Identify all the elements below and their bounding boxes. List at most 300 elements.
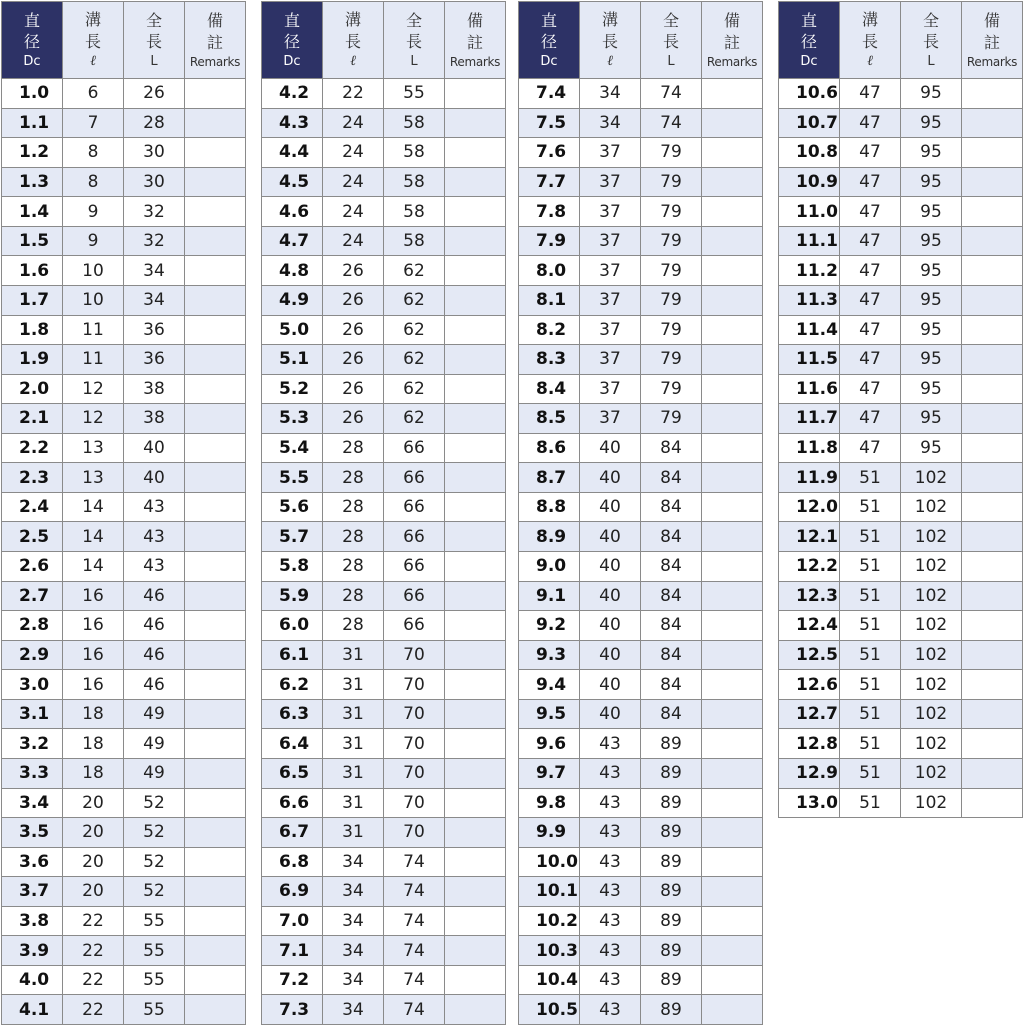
cell-overall-length: 84: [641, 611, 702, 641]
cell-remarks: [962, 699, 1023, 729]
table-row: [262, 433, 506, 463]
table-row: [779, 729, 1023, 759]
header-remarks: [962, 2, 1023, 79]
header-diameter: [779, 2, 840, 79]
table-row: [519, 285, 763, 315]
header-overall-length-en: L: [410, 53, 418, 69]
cell-diameter: 1.7: [2, 285, 63, 315]
cell-overall-length: 30: [124, 167, 185, 197]
table-row: [262, 315, 506, 345]
cell-flute-length: 14: [63, 522, 124, 552]
cell-remarks: [962, 404, 1023, 434]
cell-flute-length: 37: [580, 167, 641, 197]
cell-diameter: 3.7: [2, 877, 63, 907]
cell-diameter: 12.0: [779, 492, 840, 522]
header-remarks: [185, 2, 246, 79]
header-overall-length: [901, 2, 962, 79]
cell-overall-length: 62: [384, 345, 445, 375]
cell-flute-length: 16: [63, 581, 124, 611]
cell-diameter: 4.5: [262, 167, 323, 197]
cell-diameter: 6.5: [262, 758, 323, 788]
header-diameter-jp: 直 径: [800, 10, 823, 52]
cell-overall-length: 66: [384, 522, 445, 552]
cell-diameter: 10.5: [519, 995, 580, 1025]
table-row: [519, 640, 763, 670]
table-row: [262, 138, 506, 168]
cell-remarks: [702, 138, 763, 168]
cell-remarks: [185, 877, 246, 907]
cell-diameter: 3.5: [2, 818, 63, 848]
cell-overall-length: 102: [901, 581, 962, 611]
cell-diameter: 1.5: [2, 226, 63, 256]
cell-overall-length: 79: [641, 345, 702, 375]
cell-remarks: [445, 818, 506, 848]
cell-diameter: 12.6: [779, 670, 840, 700]
cell-remarks: [702, 167, 763, 197]
cell-flute-length: 47: [840, 167, 901, 197]
table-row: [262, 167, 506, 197]
cell-overall-length: 46: [124, 611, 185, 641]
cell-flute-length: 34: [323, 847, 384, 877]
cell-flute-length: 12: [63, 374, 124, 404]
table-row: [779, 167, 1023, 197]
cell-flute-length: 20: [63, 788, 124, 818]
cell-diameter: 5.4: [262, 433, 323, 463]
cell-overall-length: 79: [641, 167, 702, 197]
cell-remarks: [702, 315, 763, 345]
cell-flute-length: 22: [323, 79, 384, 109]
cell-diameter: 11.5: [779, 345, 840, 375]
cell-diameter: 3.4: [2, 788, 63, 818]
cell-diameter: 11.9: [779, 463, 840, 493]
cell-remarks: [445, 995, 506, 1025]
cell-flute-length: 43: [580, 995, 641, 1025]
cell-remarks: [185, 433, 246, 463]
cell-flute-length: 40: [580, 640, 641, 670]
cell-overall-length: 58: [384, 138, 445, 168]
cell-remarks: [962, 788, 1023, 818]
cell-remarks: [962, 345, 1023, 375]
header-flute-length-en: ℓ: [607, 53, 613, 70]
cell-overall-length: 84: [641, 552, 702, 582]
cell-remarks: [445, 906, 506, 936]
cell-overall-length: 95: [901, 138, 962, 168]
cell-flute-length: 31: [323, 640, 384, 670]
cell-flute-length: 43: [580, 877, 641, 907]
header-remarks-jp: 備 註: [983, 11, 1006, 52]
cell-diameter: 9.7: [519, 758, 580, 788]
cell-diameter: 6.7: [262, 818, 323, 848]
cell-flute-length: 51: [840, 463, 901, 493]
cell-remarks: [185, 108, 246, 138]
cell-diameter: 7.4: [519, 79, 580, 109]
cell-diameter: 12.2: [779, 552, 840, 582]
table-row: [519, 552, 763, 582]
table-row: [779, 552, 1023, 582]
cell-flute-length: 47: [840, 226, 901, 256]
cell-overall-length: 89: [641, 818, 702, 848]
cell-flute-length: 34: [323, 877, 384, 907]
cell-diameter: 10.1: [519, 877, 580, 907]
cell-flute-length: 47: [840, 433, 901, 463]
header-diameter: [2, 2, 63, 79]
cell-flute-length: 18: [63, 699, 124, 729]
table-row: [519, 108, 763, 138]
cell-overall-length: 62: [384, 374, 445, 404]
cell-remarks: [185, 79, 246, 109]
header-remarks-en: Remarks: [966, 54, 1018, 69]
cell-remarks: [702, 729, 763, 759]
cell-flute-length: 28: [323, 581, 384, 611]
cell-diameter: 2.7: [2, 581, 63, 611]
cell-overall-length: 55: [124, 906, 185, 936]
cell-flute-length: 24: [323, 197, 384, 227]
header-flute-length: [580, 2, 641, 79]
table-row: [2, 995, 246, 1025]
header-flute-length-jp: 溝 長: [84, 9, 107, 51]
cell-remarks: [445, 758, 506, 788]
cell-remarks: [185, 906, 246, 936]
cell-flute-length: 51: [840, 729, 901, 759]
cell-diameter: 3.0: [2, 670, 63, 700]
cell-overall-length: 89: [641, 965, 702, 995]
cell-remarks: [702, 670, 763, 700]
cell-remarks: [445, 552, 506, 582]
cell-overall-length: 84: [641, 522, 702, 552]
cell-overall-length: 38: [124, 404, 185, 434]
cell-remarks: [445, 315, 506, 345]
cell-remarks: [185, 581, 246, 611]
cell-remarks: [962, 552, 1023, 582]
cell-remarks: [445, 256, 506, 286]
cell-remarks: [702, 404, 763, 434]
table-row: [2, 167, 246, 197]
cell-diameter: 11.3: [779, 285, 840, 315]
cell-diameter: 10.6: [779, 79, 840, 109]
header-diameter-jp: 直 径: [540, 10, 563, 52]
header-overall-length: [641, 2, 702, 79]
cell-diameter: 12.1: [779, 522, 840, 552]
cell-remarks: [185, 374, 246, 404]
table-row: [779, 758, 1023, 788]
table-row: [2, 492, 246, 522]
cell-overall-length: 52: [124, 847, 185, 877]
cell-remarks: [185, 167, 246, 197]
spec-table-2: [261, 1, 506, 1025]
cell-remarks: [185, 818, 246, 848]
cell-remarks: [185, 640, 246, 670]
cell-remarks: [962, 433, 1023, 463]
table-row: [519, 877, 763, 907]
cell-overall-length: 46: [124, 581, 185, 611]
table-row: [2, 433, 246, 463]
cell-diameter: 12.9: [779, 758, 840, 788]
cell-flute-length: 11: [63, 315, 124, 345]
cell-overall-length: 40: [124, 433, 185, 463]
table-row: [2, 611, 246, 641]
table-row: [519, 404, 763, 434]
table-row: [519, 463, 763, 493]
cell-remarks: [702, 877, 763, 907]
table-row: [519, 345, 763, 375]
cell-flute-length: 51: [840, 758, 901, 788]
cell-flute-length: 47: [840, 374, 901, 404]
cell-overall-length: 43: [124, 492, 185, 522]
table-row: [519, 995, 763, 1025]
cell-remarks: [185, 345, 246, 375]
cell-overall-length: 55: [124, 965, 185, 995]
cell-flute-length: 51: [840, 640, 901, 670]
cell-overall-length: 55: [124, 995, 185, 1025]
cell-diameter: 8.8: [519, 492, 580, 522]
table-row: [262, 79, 506, 109]
cell-overall-length: 102: [901, 670, 962, 700]
cell-diameter: 7.9: [519, 226, 580, 256]
table-row: [779, 256, 1023, 286]
table-row: [2, 640, 246, 670]
cell-diameter: 11.6: [779, 374, 840, 404]
cell-remarks: [702, 758, 763, 788]
cell-overall-length: 66: [384, 463, 445, 493]
cell-overall-length: 95: [901, 285, 962, 315]
table-row: [779, 670, 1023, 700]
table-row: [779, 640, 1023, 670]
cell-overall-length: 95: [901, 404, 962, 434]
cell-overall-length: 84: [641, 670, 702, 700]
cell-diameter: 6.1: [262, 640, 323, 670]
table-row: [779, 315, 1023, 345]
table-row: [2, 758, 246, 788]
table-row: [519, 670, 763, 700]
cell-remarks: [185, 492, 246, 522]
cell-remarks: [445, 670, 506, 700]
cell-overall-length: 52: [124, 877, 185, 907]
cell-diameter: 5.7: [262, 522, 323, 552]
cell-diameter: 9.4: [519, 670, 580, 700]
cell-remarks: [445, 640, 506, 670]
cell-overall-length: 89: [641, 729, 702, 759]
cell-flute-length: 24: [323, 108, 384, 138]
cell-diameter: 1.4: [2, 197, 63, 227]
cell-remarks: [185, 670, 246, 700]
cell-remarks: [445, 79, 506, 109]
cell-remarks: [185, 965, 246, 995]
cell-remarks: [185, 315, 246, 345]
cell-flute-length: 37: [580, 404, 641, 434]
cell-diameter: 9.6: [519, 729, 580, 759]
cell-overall-length: 55: [124, 936, 185, 966]
cell-overall-length: 55: [384, 79, 445, 109]
cell-flute-length: 7: [63, 108, 124, 138]
cell-remarks: [702, 995, 763, 1025]
cell-overall-length: 102: [901, 699, 962, 729]
cell-overall-length: 102: [901, 522, 962, 552]
cell-overall-length: 38: [124, 374, 185, 404]
cell-flute-length: 28: [323, 552, 384, 582]
cell-diameter: 5.8: [262, 552, 323, 582]
cell-diameter: 7.3: [262, 995, 323, 1025]
cell-remarks: [185, 404, 246, 434]
cell-diameter: 11.8: [779, 433, 840, 463]
cell-diameter: 6.8: [262, 847, 323, 877]
table-row: [779, 463, 1023, 493]
cell-remarks: [962, 197, 1023, 227]
cell-flute-length: 51: [840, 670, 901, 700]
table-row: [519, 758, 763, 788]
header-diameter: [262, 2, 323, 79]
cell-remarks: [445, 965, 506, 995]
table-row: [2, 79, 246, 109]
cell-overall-length: 74: [384, 877, 445, 907]
table-row: [779, 108, 1023, 138]
cell-diameter: 1.1: [2, 108, 63, 138]
cell-flute-length: 37: [580, 197, 641, 227]
header-diameter-en: Dc: [800, 53, 818, 69]
cell-overall-length: 74: [641, 79, 702, 109]
cell-diameter: 11.2: [779, 256, 840, 286]
table-row: [262, 108, 506, 138]
cell-diameter: 4.9: [262, 285, 323, 315]
cell-remarks: [702, 818, 763, 848]
cell-flute-length: 14: [63, 492, 124, 522]
cell-flute-length: 24: [323, 167, 384, 197]
cell-flute-length: 47: [840, 79, 901, 109]
cell-overall-length: 52: [124, 788, 185, 818]
header-flute-length-jp: 溝 長: [344, 9, 367, 51]
table-row: [519, 226, 763, 256]
cell-flute-length: 31: [323, 699, 384, 729]
cell-overall-length: 74: [384, 965, 445, 995]
cell-diameter: 4.1: [2, 995, 63, 1025]
cell-remarks: [445, 433, 506, 463]
cell-flute-length: 16: [63, 640, 124, 670]
cell-flute-length: 47: [840, 285, 901, 315]
cell-overall-length: 95: [901, 167, 962, 197]
cell-diameter: 12.4: [779, 611, 840, 641]
cell-remarks: [445, 492, 506, 522]
cell-flute-length: 10: [63, 285, 124, 315]
cell-remarks: [962, 138, 1023, 168]
cell-remarks: [185, 788, 246, 818]
cell-remarks: [445, 877, 506, 907]
cell-remarks: [702, 936, 763, 966]
table-row: [519, 256, 763, 286]
cell-overall-length: 84: [641, 581, 702, 611]
header-remarks-en: Remarks: [449, 54, 501, 69]
cell-overall-length: 79: [641, 256, 702, 286]
cell-diameter: 12.8: [779, 729, 840, 759]
cell-diameter: 5.3: [262, 404, 323, 434]
table-row: [2, 404, 246, 434]
header-overall-length-en: L: [150, 53, 158, 69]
cell-overall-length: 95: [901, 79, 962, 109]
cell-remarks: [702, 581, 763, 611]
cell-diameter: 11.0: [779, 197, 840, 227]
cell-remarks: [445, 374, 506, 404]
table-row: [2, 906, 246, 936]
cell-diameter: 8.5: [519, 404, 580, 434]
table-row: [262, 699, 506, 729]
cell-overall-length: 36: [124, 315, 185, 345]
cell-remarks: [185, 611, 246, 641]
cell-diameter: 1.2: [2, 138, 63, 168]
cell-flute-length: 11: [63, 345, 124, 375]
cell-overall-length: 102: [901, 729, 962, 759]
table-row: [779, 581, 1023, 611]
cell-remarks: [702, 197, 763, 227]
cell-overall-length: 43: [124, 522, 185, 552]
cell-overall-length: 102: [901, 758, 962, 788]
cell-flute-length: 18: [63, 758, 124, 788]
table-row: [2, 936, 246, 966]
table-row: [262, 670, 506, 700]
cell-remarks: [185, 995, 246, 1025]
table-row: [262, 197, 506, 227]
cell-remarks: [962, 640, 1023, 670]
cell-flute-length: 40: [580, 463, 641, 493]
cell-diameter: 6.9: [262, 877, 323, 907]
table-row: [519, 522, 763, 552]
cell-flute-length: 34: [580, 79, 641, 109]
cell-diameter: 1.0: [2, 79, 63, 109]
cell-overall-length: 89: [641, 906, 702, 936]
cell-diameter: 11.7: [779, 404, 840, 434]
cell-diameter: 1.9: [2, 345, 63, 375]
table-row: [519, 433, 763, 463]
cell-remarks: [702, 906, 763, 936]
cell-flute-length: 43: [580, 906, 641, 936]
cell-overall-length: 70: [384, 670, 445, 700]
cell-diameter: 10.9: [779, 167, 840, 197]
cell-flute-length: 31: [323, 670, 384, 700]
cell-remarks: [702, 79, 763, 109]
cell-overall-length: 70: [384, 818, 445, 848]
cell-overall-length: 84: [641, 433, 702, 463]
header-remarks-jp: 備 註: [206, 11, 229, 52]
cell-flute-length: 37: [580, 374, 641, 404]
cell-remarks: [702, 965, 763, 995]
cell-flute-length: 51: [840, 522, 901, 552]
cell-diameter: 8.3: [519, 345, 580, 375]
cell-overall-length: 43: [124, 552, 185, 582]
header-overall-length: [124, 2, 185, 79]
cell-overall-length: 62: [384, 256, 445, 286]
cell-flute-length: 16: [63, 670, 124, 700]
table-row: [262, 581, 506, 611]
cell-remarks: [702, 108, 763, 138]
cell-remarks: [702, 611, 763, 641]
cell-remarks: [702, 256, 763, 286]
cell-diameter: 8.6: [519, 433, 580, 463]
table-row: [519, 699, 763, 729]
table-row: [2, 374, 246, 404]
cell-overall-length: 74: [641, 108, 702, 138]
header-flute-length: [323, 2, 384, 79]
cell-flute-length: 22: [63, 965, 124, 995]
cell-flute-length: 40: [580, 611, 641, 641]
cell-overall-length: 58: [384, 197, 445, 227]
table-row: [519, 936, 763, 966]
table-row: [779, 788, 1023, 818]
cell-diameter: 2.9: [2, 640, 63, 670]
cell-remarks: [962, 108, 1023, 138]
cell-flute-length: 34: [323, 995, 384, 1025]
cell-overall-length: 84: [641, 699, 702, 729]
cell-diameter: 5.5: [262, 463, 323, 493]
table-row: [519, 729, 763, 759]
table-row: [2, 729, 246, 759]
cell-diameter: 6.0: [262, 611, 323, 641]
